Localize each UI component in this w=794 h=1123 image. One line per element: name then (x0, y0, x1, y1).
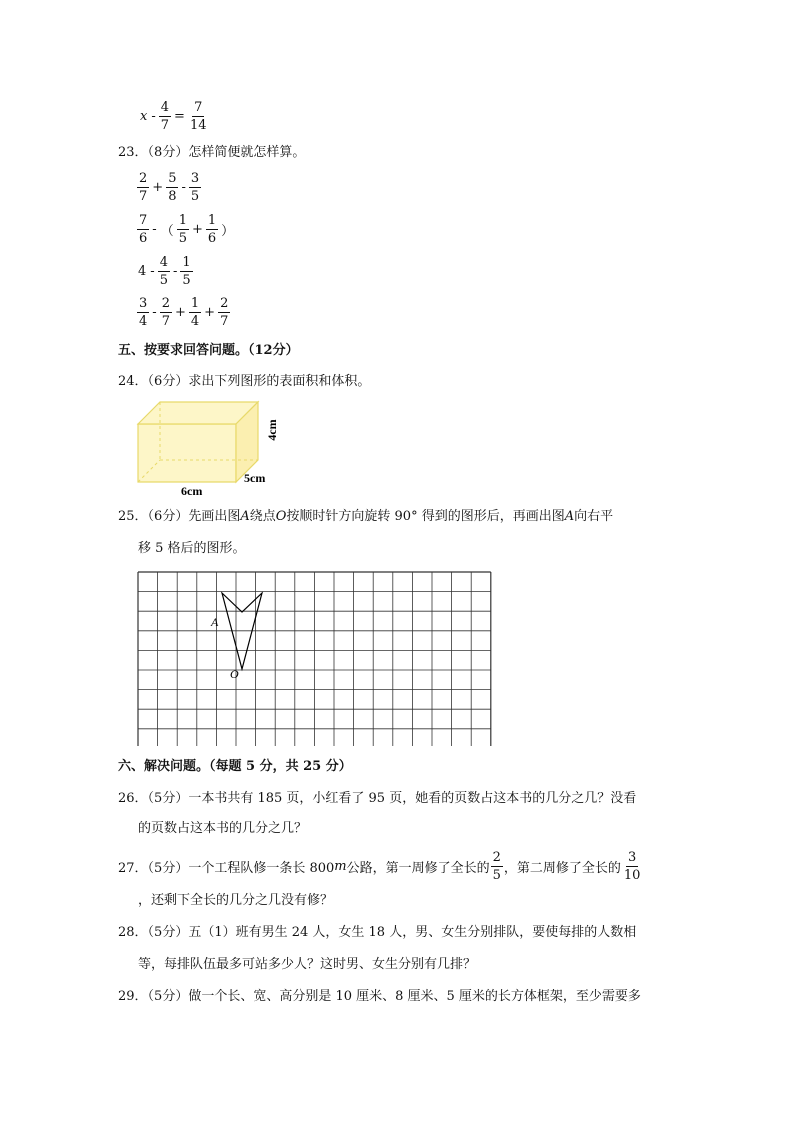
q23-expression-1 (136, 172, 202, 203)
numerator: 4 (159, 255, 168, 270)
numerator: 4 (160, 100, 170, 115)
denominator: 7 (161, 314, 170, 329)
denominator: 7 (139, 189, 148, 204)
question-23-title: 23．（8分）怎样简便就怎样算。 (118, 145, 306, 160)
width-label: 6cm (181, 484, 203, 498)
denominator: 4 (190, 314, 200, 329)
question-24-title: 24．（6分）求出下列图形的表面积和体积。 (118, 374, 371, 389)
fraction (159, 101, 171, 132)
right-paren: ） (221, 224, 235, 239)
question-25-line-2: 移 5 格后的图形。 (138, 541, 246, 556)
numerator: 2 (139, 171, 148, 186)
question-27-line-2: ，还剩下全长的几分之几没有修？ (138, 893, 334, 908)
question-26-line-2: 的页数占这本书的几分之几？ (138, 821, 308, 836)
fraction (491, 851, 503, 882)
numerator: 2 (492, 850, 501, 865)
q27-text: 27．（5分）一个工程队修一条长 800 (118, 861, 335, 876)
numerator: 5 (168, 171, 177, 186)
fraction (166, 172, 178, 203)
grid-lines (138, 572, 491, 746)
numerator: 2 (220, 296, 229, 311)
question-29-line-1: 29．（5分）做一个长、宽、高分别是 10 厘米、8 厘米、5 厘米的长方体框架，至少需要多 (118, 989, 641, 1004)
unit-m: m (334, 859, 347, 874)
numerator: 2 (161, 296, 170, 311)
left-paren: （ (160, 224, 174, 239)
minus-sign: - (181, 180, 186, 195)
label-o: O (230, 667, 239, 681)
minus-sign: - (152, 305, 157, 320)
denominator: 4 (139, 314, 148, 329)
plus-sign: + (152, 180, 164, 195)
minus-sign: - (150, 264, 155, 279)
numerator: 3 (139, 296, 148, 311)
question-28-line-2: 等，每排队伍最多可站多少人？这时男、女生分别有几排？ (138, 957, 477, 972)
q25-text: 向右平 (574, 509, 614, 524)
fraction (218, 297, 230, 328)
denominator: 7 (160, 118, 170, 133)
numerator: 3 (190, 171, 200, 186)
fraction (137, 214, 149, 245)
plus-sign: + (191, 222, 203, 237)
question-25-line-1 (118, 506, 613, 528)
integer-term: 4 (138, 264, 147, 279)
fraction (189, 172, 201, 203)
height-label: 4cm (265, 419, 279, 441)
fraction (189, 297, 201, 328)
q27-text: 公路，第一周修了全长的 (346, 861, 490, 876)
grid-figure (136, 570, 492, 746)
denominator: 5 (182, 273, 191, 288)
denominator: 5 (159, 273, 168, 288)
section-6-heading: 六、解决问题。（每题 5 分，共 25 分） (118, 759, 352, 774)
q25-text: 绕点 (249, 509, 276, 524)
denominator: 10 (623, 868, 641, 883)
depth-label: 5cm (244, 471, 266, 485)
q23-expression-2 (136, 214, 236, 245)
fraction (160, 297, 172, 328)
plus-sign: + (174, 305, 186, 320)
numerator: 7 (194, 100, 203, 115)
section-5-heading: 五、按要求回答问题。（12分） (118, 343, 299, 358)
minus-sign: - (152, 222, 157, 237)
numerator: 1 (182, 255, 191, 270)
denominator: 5 (178, 231, 187, 246)
fraction (177, 214, 189, 245)
equation-top (138, 101, 209, 132)
q23-expression-4 (136, 297, 231, 328)
denominator: 6 (139, 231, 148, 246)
q25-text: 按顺时针方向旋转 90° 得到的图形后，再画出图 (286, 509, 565, 524)
denominator: 14 (189, 118, 207, 133)
plus-sign: + (204, 305, 216, 320)
equals-sign: = (174, 109, 185, 124)
question-27-line-1 (118, 851, 643, 882)
fraction (188, 101, 209, 132)
numerator: 3 (628, 850, 637, 865)
numerator: 1 (190, 296, 200, 311)
figure-a-ref: A (240, 509, 250, 524)
label-a: A (211, 615, 219, 629)
denominator: 6 (207, 231, 217, 246)
denominator: 5 (492, 868, 501, 883)
numerator: 7 (139, 213, 148, 228)
point-o-ref: O (275, 509, 287, 524)
question-26-line-1: 26．（5分）一本书共有 185 页，小红看了 95 页，她看的页数占这本书的几分之几？没看 (118, 791, 637, 806)
q23-expression-3 (136, 256, 194, 287)
q27-text: ，第二周修了全长的 (503, 861, 621, 876)
denominator: 8 (168, 189, 177, 204)
denominator: 5 (190, 189, 200, 204)
minus-sign: - (172, 264, 178, 279)
denominator: 7 (220, 314, 229, 329)
fraction (137, 172, 149, 203)
fraction (137, 297, 149, 328)
minus-sign: - (151, 109, 156, 124)
fraction (158, 256, 170, 287)
fraction (180, 256, 192, 287)
cuboid-figure (130, 396, 290, 500)
cuboid-front-face (138, 424, 236, 482)
numerator: 1 (207, 213, 217, 228)
figure-a-ref: A (564, 509, 575, 524)
var-x: x (140, 109, 148, 124)
question-28-line-1: 28．（5分）五（1）班有男生 24 人，女生 18 人，男、女生分别排队，要使每排的人数相 (118, 925, 637, 940)
fraction (622, 851, 643, 882)
q25-text: 25．（6分）先画出图 (118, 509, 241, 524)
numerator: 1 (178, 213, 187, 228)
fraction (206, 214, 218, 245)
